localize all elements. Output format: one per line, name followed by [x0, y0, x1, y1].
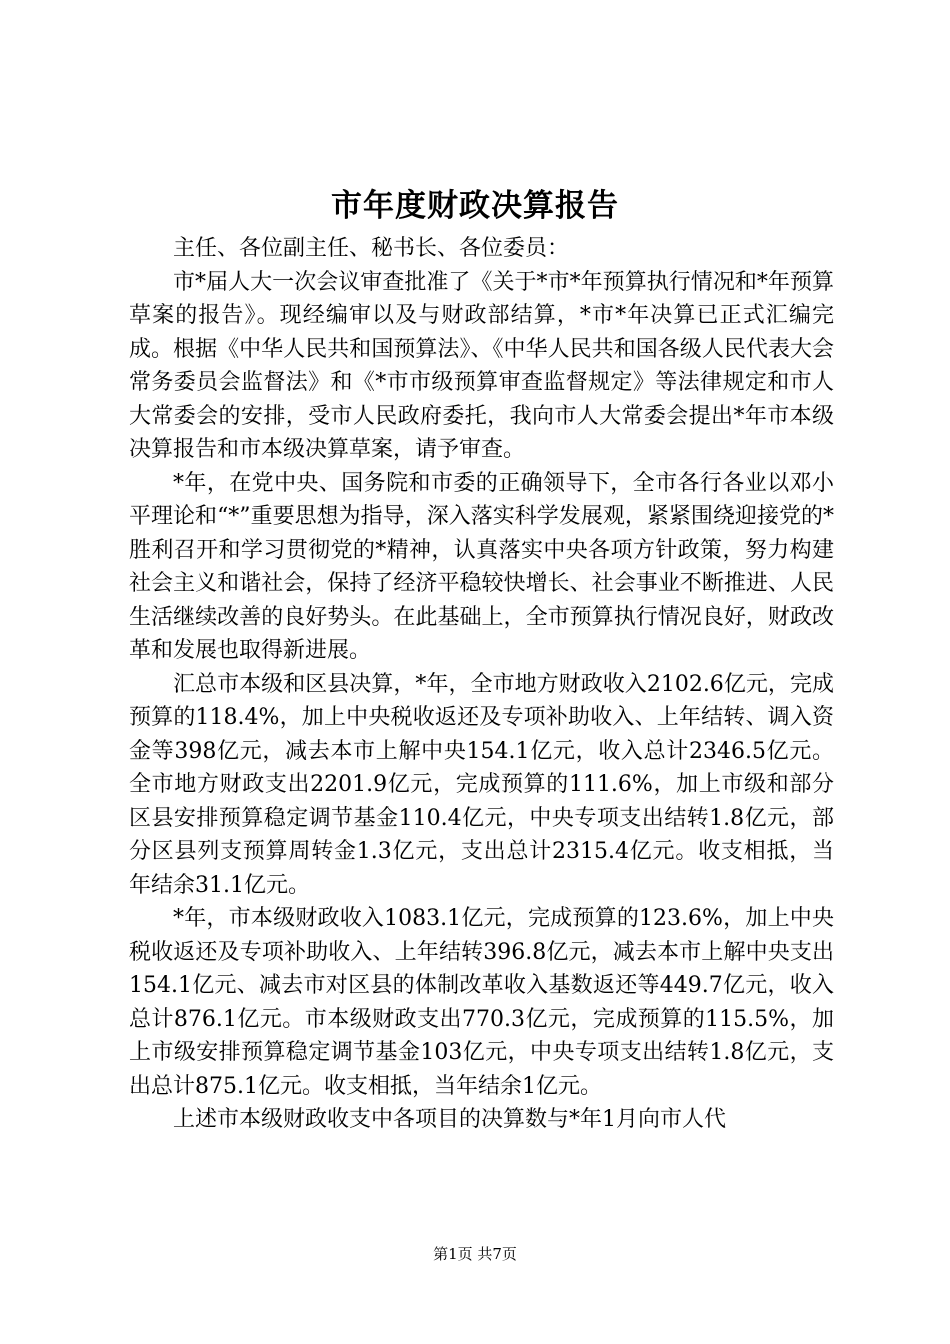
- overview-paragraph: *年，在党中央、国务院和市委的正确领导下，全市各行各业以邓小平理论和“*”重要思想为指导，深入落实科学发展观，紧紧围绕迎接党的*胜利召开和学习贯彻党的*精神，认真落实中央各项方针政策，努力构建社会主义和谐社会，保持了经济平稳较快增长、社会事业不断推进、人民生活继续改善的良好势头。在此基础上，全市预算执行情况良好，财政改革和发展也取得新进展。: [129, 470, 834, 663]
- intro-paragraph: 市*届人大一次会议审查批准了《关于*市*年预算执行情况和*年预算草案的报告》。现经编审以及与财政部结算，*市*年决算已正式汇编完成。根据《中华人民共和国预算法》、《中华人民共和国各级人民代表大会常务委员会监督法》和《*市市级预算审查监督规定》等法律规定和市人大常委会的安排，受市人民政府委托，我向市人大常委会提出*年市本级决算报告和市本级决算草案，请予审查。: [129, 269, 834, 462]
- municipal-budget-paragraph: *年，市本级财政收入1083.1亿元，完成预算的123.6%，加上中央税收返还及专项补助收入、上年结转396.8亿元，减去本市上解中央支出154.1亿元、减去市对区县的体制改革收入基数返还等449.7亿元，收入总计876.1亿元。市本级财政支出770.3亿元，完成预算的115.5%，加上市级安排预算稳定调节基金103亿元，中央专项支出结转1.8亿元，支出总计875.1亿元。收支相抵，当年结余1亿元。: [129, 906, 834, 1099]
- citywide-budget-paragraph: 汇总市本级和区县决算，*年，全市地方财政收入2102.6亿元，完成预算的118.4%，加上中央税收返还及专项补助收入、上年结转、调入资金等398亿元，减去本市上解中央154.1亿元，收入总计2346.5亿元。全市地方财政支出2201.9亿元，完成预算的111.6%，加上市级和部分区县安排预算稳定调节基金110.4亿元，中央专项支出结转1.8亿元，部分区县列支预算周转金1.3亿元，支出总计2315.4亿元。收支相抵，当年结余31.1亿元。: [129, 671, 834, 898]
- document-body: [129, 232, 834, 1137]
- salutation-paragraph: 主任、各位副主任、秘书长、各位委员：: [173, 236, 570, 261]
- page-number-footer: 第1页 共7页: [433, 1245, 517, 1263]
- closing-paragraph: 上述市本级财政收支中各项目的决算数与*年1月向市人代: [173, 1107, 726, 1132]
- document-title: 市年度财政决算报告: [331, 188, 619, 224]
